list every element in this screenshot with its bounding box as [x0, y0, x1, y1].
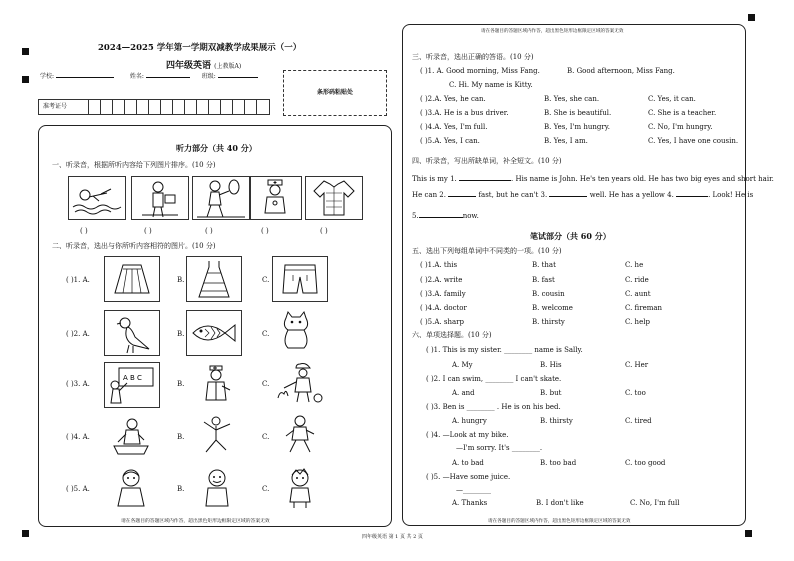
- s5-option-c: C. ride: [625, 276, 649, 284]
- s5-item-1: [420, 262, 457, 269]
- s4-text: . Look! He is: [708, 191, 754, 199]
- svg-text:A B C: A B C: [123, 374, 142, 382]
- girl-icon: [110, 466, 152, 512]
- s4-text: now.: [462, 212, 479, 220]
- s4-line-2: [412, 192, 753, 199]
- blank-1-input[interactable]: [459, 180, 511, 181]
- s5-item-number[interactable]: ( )1.: [420, 261, 435, 269]
- listening-q2: 二、听录音，选出与你所听内容相符的图片。(10 分): [52, 242, 216, 250]
- s6-option-b: B. too bad: [540, 459, 577, 467]
- s6-option-c: C. too: [625, 389, 646, 397]
- section4-title: 四、听录音，写出所缺单词，补全短文。(10 分): [412, 157, 562, 165]
- id-cell[interactable]: [233, 100, 245, 114]
- section6-title: 六、单项选择题。(10 分): [412, 331, 492, 339]
- school-field[interactable]: [56, 77, 114, 78]
- s4-line-3: [412, 213, 479, 220]
- corner-mark: [745, 530, 752, 537]
- student-info-row: [40, 74, 258, 80]
- s3-option-c: C. Hi. My name is Kitty.: [449, 81, 533, 89]
- q2-row-1-option-b[interactable]: [186, 256, 242, 302]
- id-cell[interactable]: [161, 100, 173, 114]
- s3-option-b: B. Yes, I'm hungry.: [544, 123, 610, 131]
- boy-icon: [280, 466, 320, 512]
- q2-row-3-c-label: C.: [262, 380, 270, 388]
- swimming-icon: [69, 177, 125, 219]
- s3-option-a: A. Yes, he can.: [434, 95, 486, 103]
- barcode-label: 条形码粘贴处: [316, 89, 353, 96]
- s3-option-a: A. He is a bus driver.: [434, 109, 509, 117]
- s6-q2[interactable]: ( )2. I can swim, ________ I can't skate.: [426, 375, 562, 383]
- notice-top-right: 请在各题目的答题区域内作答，超出黑色矩形边框限定区域的答案无效: [481, 29, 624, 34]
- school-label: 学校:: [40, 73, 55, 80]
- s6-option-a: A. to bad: [452, 459, 484, 467]
- q2-row-3-b-label: B.: [177, 380, 185, 388]
- s5-option-b: B. thirsty: [532, 318, 565, 326]
- name-field[interactable]: [146, 77, 190, 78]
- class-field[interactable]: [218, 77, 258, 78]
- s3-option-c: C. No, I'm hungry.: [648, 123, 713, 131]
- drawing-icon: [110, 414, 152, 458]
- exam-title: 2024—2025 学年第一学期双减教学成果展示（一）: [98, 43, 302, 53]
- q2-row-3-option-a[interactable]: [104, 362, 160, 408]
- s6-option-c: C. No, I'm full: [630, 499, 680, 507]
- id-cell[interactable]: [221, 100, 233, 114]
- dress-icon: [187, 257, 241, 301]
- id-cell[interactable]: [185, 100, 197, 114]
- q2-row-2-option-c[interactable]: [276, 308, 316, 352]
- s6-option-b: B. thirsty: [540, 417, 573, 425]
- id-cell[interactable]: [209, 100, 221, 114]
- q2-row-2-number[interactable]: ( )2. A.: [66, 330, 90, 338]
- s6-option-c: C. Her: [625, 361, 649, 369]
- s5-option-c: C. aunt: [625, 290, 651, 298]
- s5-option-b: B. welcome: [532, 304, 573, 312]
- id-cell[interactable]: [197, 100, 209, 114]
- s3-option-b: B. She is beautiful.: [544, 109, 612, 117]
- listening-q1: 一、听录音，根据所听内容给下列图片排序。(10 分): [52, 161, 216, 169]
- shirt-icon: [306, 177, 362, 219]
- q2-row-5-b-label: B.: [177, 485, 185, 493]
- q1-picture-tennis: [192, 176, 250, 220]
- s5-option-b: B. cousin: [532, 290, 565, 298]
- s3-option-a: A. Yes, I'm full.: [434, 123, 488, 131]
- s4-text: 5.: [412, 212, 419, 220]
- q2-row-5-c-label: C.: [262, 485, 270, 493]
- blank-3-input[interactable]: [549, 196, 587, 197]
- q1-picture-student: [131, 176, 189, 220]
- s6-option-a: A. and: [452, 389, 475, 397]
- fish-icon: [187, 311, 241, 355]
- id-cell[interactable]: [101, 100, 113, 114]
- s6-q3[interactable]: ( )3. Ben is ________ . He is on his bed.: [426, 403, 561, 411]
- s5-item-4: [420, 305, 467, 312]
- q2-row-5-option-c[interactable]: [280, 466, 320, 512]
- teacher-icon: [105, 363, 159, 407]
- s5-option-b: B. that: [532, 261, 556, 269]
- s6-option-a: A. hungry: [452, 417, 487, 425]
- q2-row-2-c-label: C.: [262, 330, 270, 338]
- q2-row-4-b-label: B.: [177, 433, 185, 441]
- s4-text: He can 2.: [412, 191, 446, 199]
- fireman-icon: [272, 360, 326, 406]
- s3-option-b: B. Yes, I am.: [544, 137, 588, 145]
- s3-item-number[interactable]: ( )1.: [420, 67, 435, 75]
- s6-q4-line2: —I'm sorry. It's ________.: [456, 444, 543, 452]
- subject-name: 四年级英语: [166, 61, 212, 71]
- s5-option-b: B. fast: [532, 276, 555, 284]
- q2-row-3-option-c[interactable]: [272, 360, 326, 406]
- q2-row-4-option-a[interactable]: [110, 414, 152, 458]
- s3-option-a: A. Good morning, Miss Fang.: [436, 67, 540, 75]
- q2-row-2-option-b[interactable]: [186, 310, 242, 356]
- s5-option-a: A. family: [434, 290, 466, 298]
- q2-row-3-option-b[interactable]: [196, 360, 236, 406]
- q2-row-4-option-b[interactable]: [196, 412, 238, 458]
- blank-2-input[interactable]: [448, 196, 476, 197]
- s3-item-number[interactable]: ( )2.: [420, 95, 435, 103]
- edition-label: (上教版A): [214, 63, 242, 70]
- s4-text: This is my 1.: [412, 175, 457, 183]
- s5-option-a: A. sharp: [434, 318, 464, 326]
- q2-row-5-number[interactable]: ( )5. A.: [66, 485, 90, 493]
- s4-line-1: [412, 176, 774, 183]
- doctor-icon: [196, 360, 236, 406]
- s5-item-5: [420, 319, 464, 326]
- s5-item-number[interactable]: ( )3.: [420, 290, 435, 298]
- q1-answer-bracket[interactable]: ( ): [80, 227, 88, 235]
- dancing-icon: [196, 412, 238, 458]
- id-cell[interactable]: [113, 100, 125, 114]
- student-icon: [132, 177, 188, 219]
- blank-4-input[interactable]: [676, 196, 708, 197]
- q2-row-1-option-c[interactable]: [272, 256, 328, 302]
- name-label: 姓名:: [129, 73, 144, 80]
- s6-option-b: B. but: [540, 389, 562, 397]
- id-cell[interactable]: [149, 100, 161, 114]
- s3-item-4: [420, 124, 487, 131]
- s6-option-c: C. tired: [625, 417, 652, 425]
- id-cell[interactable]: [125, 100, 137, 114]
- s3-item-5: [420, 138, 480, 145]
- s3-item-number[interactable]: ( )5.: [420, 137, 435, 145]
- s5-item-2: [420, 277, 462, 284]
- running-icon: [280, 412, 320, 458]
- class-label: 班级:: [201, 73, 216, 80]
- q1-picture-swimming: [68, 176, 126, 220]
- shorts-icon: [273, 257, 327, 301]
- exam-subtitle: [166, 58, 241, 71]
- s4-text: fast, but he can't 3.: [478, 191, 548, 199]
- q1-answer-bracket[interactable]: ( ): [320, 227, 328, 235]
- s4-text: . His name is John. He's ten years old. He has two big eyes and short hair.: [511, 175, 774, 183]
- s3-option-a: A. Yes, I can.: [434, 137, 480, 145]
- q2-row-5-option-a[interactable]: [110, 466, 152, 512]
- corner-mark: [748, 14, 755, 21]
- q2-row-4-number[interactable]: ( )4. A.: [66, 433, 90, 441]
- tennis-icon: [193, 177, 249, 219]
- s6-option-b: B. His: [540, 361, 562, 369]
- blank-5-input[interactable]: [419, 217, 463, 218]
- s3-item-1: [420, 68, 540, 75]
- corner-mark: [22, 530, 29, 537]
- id-cell[interactable]: [245, 100, 257, 114]
- s3-item-number[interactable]: ( )4.: [420, 123, 435, 131]
- q1-answer-bracket[interactable]: ( ): [205, 227, 213, 235]
- q2-row-1-option-a[interactable]: [104, 256, 160, 302]
- cat-icon: [276, 308, 316, 352]
- s3-option-c: C. Yes, it can.: [648, 95, 696, 103]
- id-cell[interactable]: [89, 100, 101, 114]
- q2-row-5-option-b[interactable]: [196, 466, 238, 512]
- page-footer: 四年级英语 第 1 页 共 2 页: [362, 534, 423, 540]
- s3-option-b: B. Yes, she can.: [544, 95, 600, 103]
- s6-option-c: C. too good: [625, 459, 666, 467]
- s6-q5[interactable]: ( )5. —Have some juice.: [426, 473, 511, 481]
- s5-item-number[interactable]: ( )5.: [420, 318, 435, 326]
- s6-option-a: A. My: [452, 361, 473, 369]
- notice-bottom-left: 请在各题目的答题区域内作答，超出黑色矩形边框限定区域的答案无效: [118, 520, 273, 525]
- nurse-icon: [251, 177, 301, 219]
- s6-q4[interactable]: ( )4. —Look at my bike.: [426, 431, 509, 439]
- q2-row-4-c-label: C.: [262, 433, 270, 441]
- s3-item-number[interactable]: ( )3.: [420, 109, 435, 117]
- bird-icon: [105, 311, 159, 355]
- q2-row-2-option-a[interactable]: [104, 310, 160, 356]
- q2-row-1-number[interactable]: ( )1. A.: [66, 276, 90, 284]
- q1-picture-shirt: [305, 176, 363, 220]
- s6-option-a: A. Thanks: [452, 499, 488, 507]
- q1-answer-bracket[interactable]: ( ): [261, 227, 269, 235]
- id-cell[interactable]: [137, 100, 149, 114]
- corner-mark: [22, 76, 29, 83]
- s3-item-2: [420, 96, 486, 103]
- s6-option-b: B. I don't like: [536, 499, 584, 507]
- s5-item-number[interactable]: ( )4.: [420, 304, 435, 312]
- s5-option-a: A. this: [434, 261, 458, 269]
- notice-bottom-right: 请在各题目的答题区域内作答，超出黑色矩形边框限定区域的答案无效: [485, 520, 633, 525]
- s5-option-c: C. he: [625, 261, 644, 269]
- id-cell[interactable]: [173, 100, 185, 114]
- skirt-icon: [105, 257, 159, 301]
- q2-row-2-b-label: B.: [177, 330, 185, 338]
- q2-row-4-option-c[interactable]: [280, 412, 320, 458]
- s3-option-c: C. She is a teacher.: [648, 109, 717, 117]
- smiling-girl-icon: [196, 466, 238, 512]
- q1-answer-bracket[interactable]: ( ): [144, 227, 152, 235]
- s5-option-c: C. fireman: [625, 304, 663, 312]
- q2-row-3-number[interactable]: ( )3. A.: [66, 380, 90, 388]
- s3-item-3: [420, 110, 509, 117]
- q2-row-1-b-label: B.: [177, 276, 185, 284]
- exam-id-grid: [38, 99, 270, 115]
- s5-option-a: A. write: [434, 276, 463, 284]
- s5-option-a: A. doctor: [434, 304, 467, 312]
- s4-text: well. He has a yellow 4.: [589, 191, 674, 199]
- exam-id-label: 准考证号: [39, 100, 89, 114]
- s5-item-number[interactable]: ( )2.: [420, 276, 435, 284]
- s6-q1[interactable]: ( )1. This is my sister. ________ name is Sally.: [426, 346, 583, 354]
- listening-title: 听力部分（共 40 分）: [176, 143, 257, 153]
- section5-title: 五、选出下列每组单词中不同类的一项。(10 分): [412, 247, 562, 255]
- q2-row-1-c-label: C.: [262, 276, 270, 284]
- s5-option-c: C. help: [625, 318, 650, 326]
- s3-option-c: C. Yes, I have one cousin.: [648, 137, 739, 145]
- section3-title: 三、听录音，选出正确的答语。(10 分): [412, 53, 534, 61]
- s5-item-3: [420, 291, 466, 298]
- s3-option-b: B. Good afternoon, Miss Fang.: [567, 67, 675, 75]
- q1-picture-nurse: [250, 176, 302, 220]
- writing-title: 笔试部分（共 60 分）: [530, 231, 611, 241]
- s6-q5-line2: —________: [456, 486, 491, 494]
- barcode-area: [283, 70, 387, 116]
- corner-mark: [22, 48, 29, 55]
- id-cell[interactable]: [257, 100, 269, 114]
